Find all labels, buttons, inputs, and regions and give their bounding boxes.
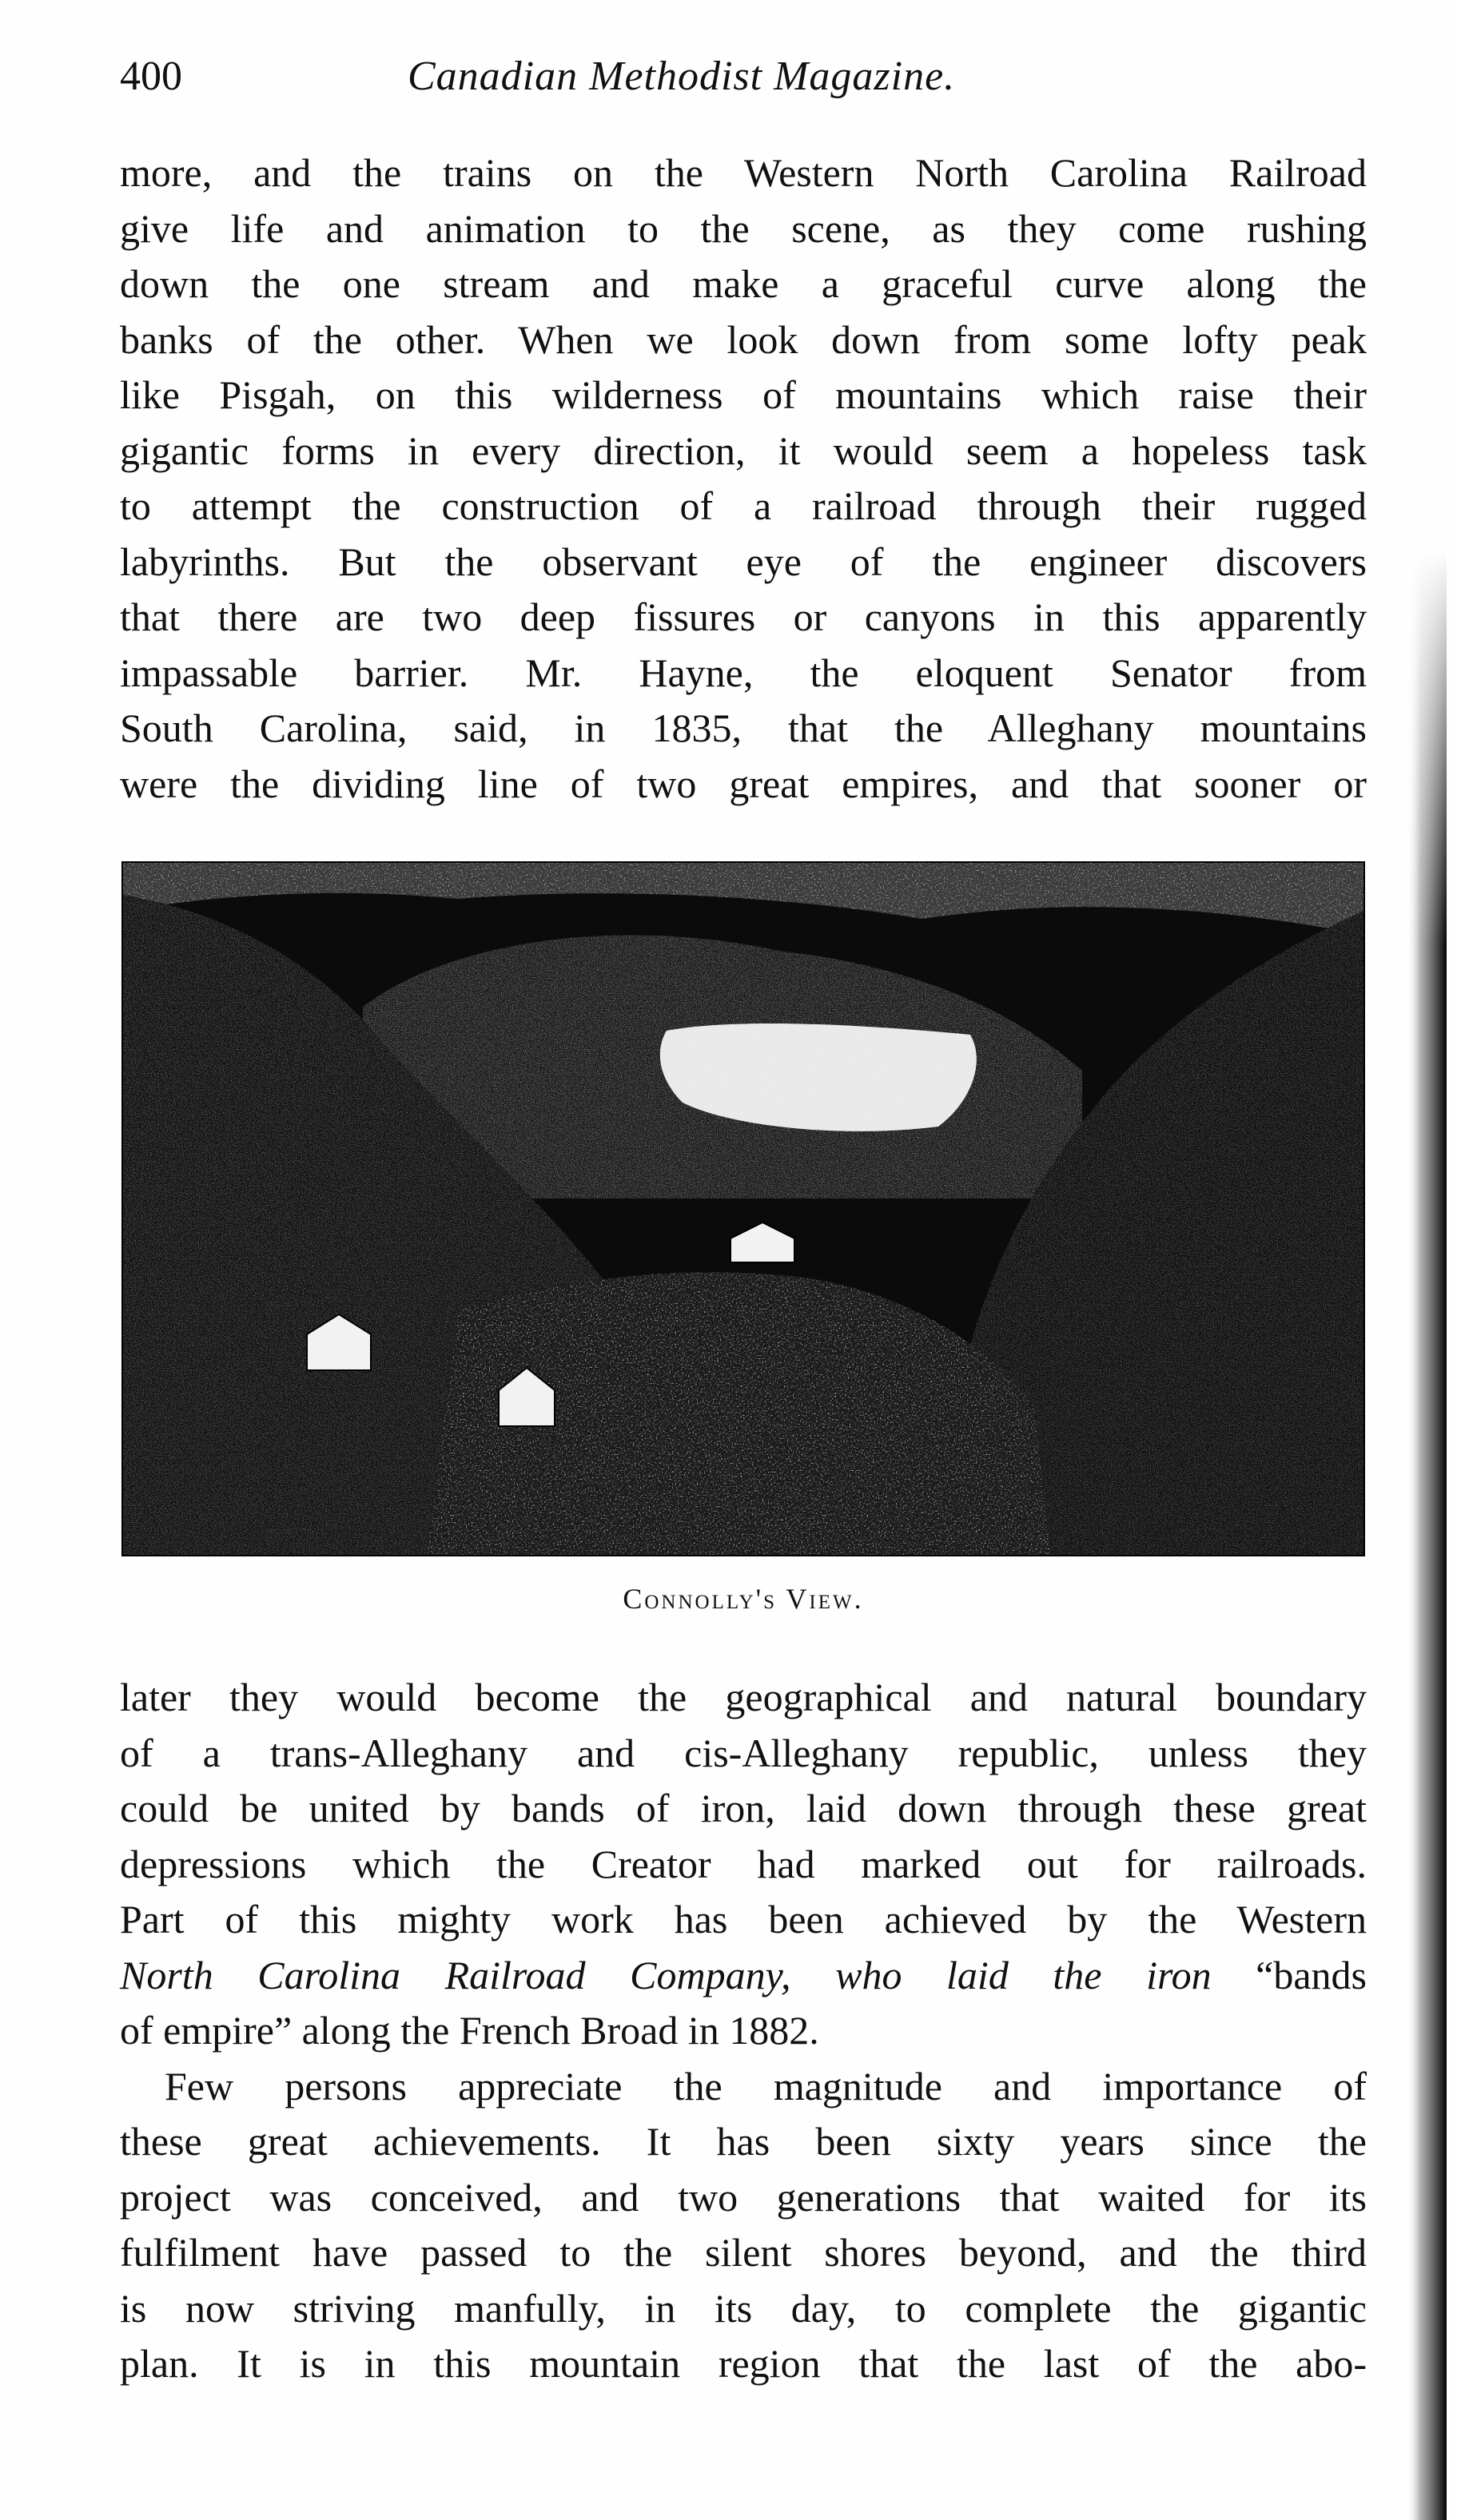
text-line: fulfilment have passed to the silent shores beyond, and the third	[120, 2230, 1367, 2275]
text-line: more, and the trains on the Western North Carolina Railroad	[120, 150, 1367, 195]
page-header	[120, 53, 1367, 117]
text-line-company	[120, 1948, 1367, 2004]
figure-caption: Connolly's View.	[623, 1583, 864, 1615]
text-line: impassable barrier. Mr. Hayne, the eloquent Senator from	[120, 650, 1367, 695]
text-line: of empire” along the French Broad in 1882.	[120, 2008, 819, 2053]
page-number: 400	[120, 54, 182, 99]
text-line-first: Few persons appreciate the magnitude and importance of	[165, 2063, 1367, 2109]
text-line: project was conceived, and two generations that waited for its	[120, 2174, 1367, 2220]
text-line: give life and animation to the scene, as they come rushing	[120, 205, 1367, 251]
engraving-landscape	[123, 863, 1363, 1555]
text-line: of a trans-Alleghany and cis-Alleghany republic, unless they	[120, 1730, 1367, 1775]
text-line: depressions which the Creator had marked out for railroads.	[120, 1841, 1367, 1886]
text-line: that there are two deep fissures or canyons in this apparently	[120, 594, 1367, 639]
text-line: plan. It is in this mountain region that the last of the abo-	[120, 2341, 1367, 2386]
engraving-illustration	[121, 861, 1365, 1556]
text-line: is now striving manfully, in its day, to complete the gigantic	[120, 2285, 1367, 2331]
text-line: were the dividing line of two great empires, and that sooner or	[120, 761, 1367, 806]
text-line: labyrinths. But the observant eye of the engineer discovers	[120, 539, 1367, 584]
text-line: like Pisgah, on this wilderness of mountains which raise their	[120, 372, 1367, 417]
paragraph-top	[120, 145, 1367, 812]
text-line: gigantic forms in every direction, it would seem a hopeless task	[120, 427, 1367, 473]
text-line: these great achievements. It has been sixty years since the	[120, 2119, 1367, 2164]
text-line: South Carolina, said, in 1835, that the Alleghany mountains	[120, 706, 1367, 750]
company-line-rest: “bands	[1211, 1952, 1367, 1997]
text-line: later they would become the geographical and natural boundary	[120, 1675, 1367, 1719]
text-line: Part of this mighty work has been achieved by the Western	[120, 1897, 1367, 1942]
text-line: banks of the other. When we look down from some lofty peak	[120, 316, 1367, 362]
page-gutter-shadow	[1407, 551, 1447, 2520]
company-name-italic: North Carolina Railroad Company, who laid the iron	[120, 1952, 1212, 1997]
text-line: to attempt the construction of a railroad through their rugged	[120, 483, 1367, 528]
running-title: Canadian Methodist Magazine.	[408, 54, 956, 99]
text-line: down the one stream and make a graceful curve along the	[120, 261, 1367, 306]
paragraph-continued	[120, 1670, 1367, 2392]
text-line: could be united by bands of iron, laid down through these great	[120, 1786, 1367, 1830]
